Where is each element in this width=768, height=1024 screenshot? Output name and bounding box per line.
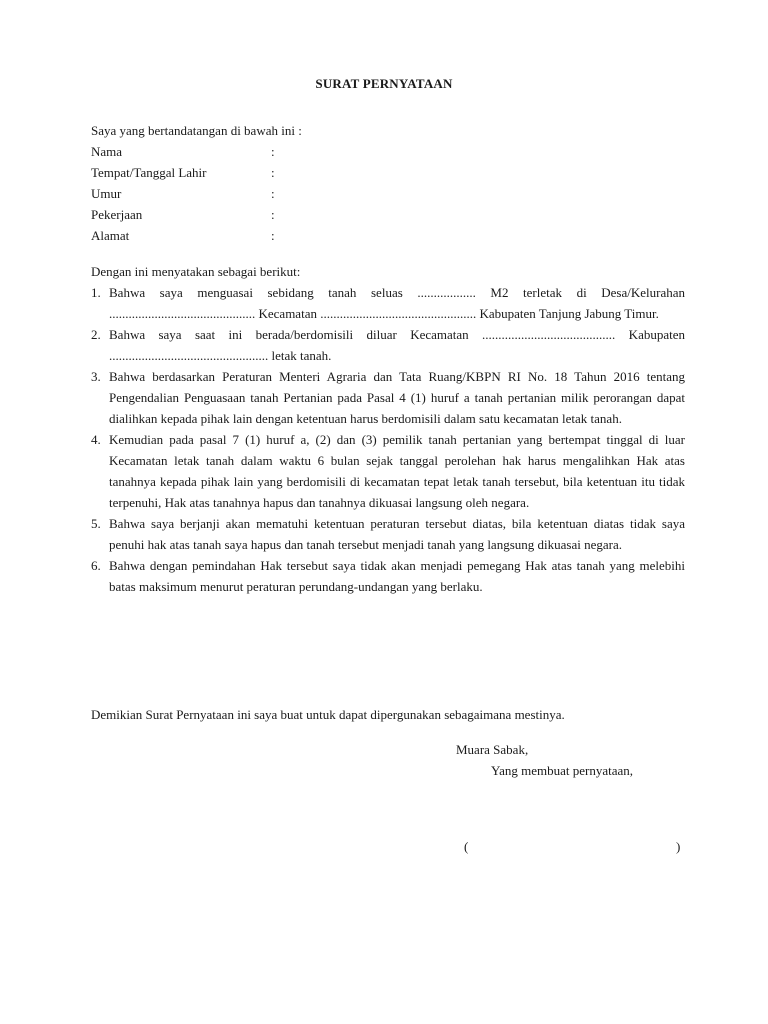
field-alamat bbox=[91, 225, 685, 246]
item-number: 1. bbox=[91, 285, 101, 300]
field-separator: : bbox=[271, 186, 275, 201]
list-item bbox=[91, 324, 685, 366]
field-separator: : bbox=[271, 228, 275, 243]
field-label: Tempat/Tanggal Lahir bbox=[91, 165, 207, 180]
identity-fields bbox=[91, 141, 685, 246]
item-text: Bahwa dengan pemindahan Hak tersebut saya tidak akan menjadi pemegang Hak atas tanah yang melebihi batas maksimum menurut peraturan perundang-undangan yang berlaku. bbox=[109, 558, 685, 594]
item-text: Bahwa berdasarkan Peraturan Menteri Agraria dan Tata Ruang/KBPN RI No. 18 Tahun 2016 tentang Pengendalian Penguasaan tanah Pertanian pada Pasal 4 (1) huruf a tanah pertanian milik perorangan dapat dialihkan kepada pihak lain dengan ketentuan harus berdomisili dalam satu kecamatan letak tanah. bbox=[109, 369, 685, 426]
item-text: Bahwa saya berjanji akan mematuhi ketentuan peraturan tersebut diatas, bila ketentuan diatas tidak saya penuhi hak atas tanah saya hapus dan tanah tersebut menjadi tanah yang langsung dikuasai negara. bbox=[109, 516, 685, 552]
field-pekerjaan bbox=[91, 204, 685, 225]
field-umur bbox=[91, 183, 685, 204]
intro-text: Saya yang bertandatangan di bawah ini : bbox=[91, 123, 302, 138]
field-tempat-tanggal-lahir bbox=[91, 162, 685, 183]
statement-intro: Dengan ini menyatakan sebagai berikut: bbox=[91, 264, 301, 279]
item-text: Bahwa saya menguasai sebidang tanah seluas .................. M2 terletak di Desa/Kelurahan ............................................. Kecamatan ................................................ Kabupaten Tanjung Jabung Timur. bbox=[109, 285, 685, 321]
signature-bracket-close: ) bbox=[676, 839, 681, 854]
field-label: Alamat bbox=[91, 228, 130, 243]
field-label: Nama bbox=[91, 144, 123, 159]
item-text: Kemudian pada pasal 7 (1) huruf a, (2) dan (3) pemilik tanah pertanian yang bertempat tinggal di luar Kecamatan letak tanah dalam waktu 6 bulan sejak tanggal perolehan hak harus mengalihkan Hak atas tanahnya kepada pihak lain yang berdomisili di kecamatan tepat letak tanah tersebut, bila ketentuan itu tidak terpenuhi, Hak atas tanahnya hapus dan tanahnya dikuasai langsung oleh negara. bbox=[109, 432, 685, 510]
item-number: 5. bbox=[91, 516, 101, 531]
statement-list bbox=[91, 282, 685, 597]
item-number: 4. bbox=[91, 432, 101, 447]
document-title: SURAT PERNYATAAN bbox=[315, 76, 453, 91]
field-nama bbox=[91, 141, 685, 162]
field-label: Pekerjaan bbox=[91, 207, 143, 222]
field-separator: : bbox=[271, 144, 275, 159]
field-label: Umur bbox=[91, 186, 122, 201]
signature-bracket-open: ( bbox=[464, 839, 469, 854]
closing-text: Demikian Surat Pernyataan ini saya buat untuk dapat dipergunakan sebagaimana mestinya. bbox=[91, 707, 565, 722]
list-item bbox=[91, 513, 685, 555]
list-item bbox=[91, 429, 685, 513]
signature-place: Muara Sabak, bbox=[456, 742, 529, 757]
item-number: 6. bbox=[91, 558, 101, 573]
list-item bbox=[91, 366, 685, 429]
item-number: 2. bbox=[91, 327, 101, 342]
signature-by: Yang membuat pernyataan, bbox=[491, 763, 634, 778]
field-separator: : bbox=[271, 165, 275, 180]
list-item bbox=[91, 555, 685, 597]
item-text: Bahwa saya saat ini berada/berdomisili diluar Kecamatan ......................................... Kabupaten ................................................. letak tanah. bbox=[109, 327, 685, 363]
field-separator: : bbox=[271, 207, 275, 222]
item-number: 3. bbox=[91, 369, 101, 384]
list-item bbox=[91, 282, 685, 324]
